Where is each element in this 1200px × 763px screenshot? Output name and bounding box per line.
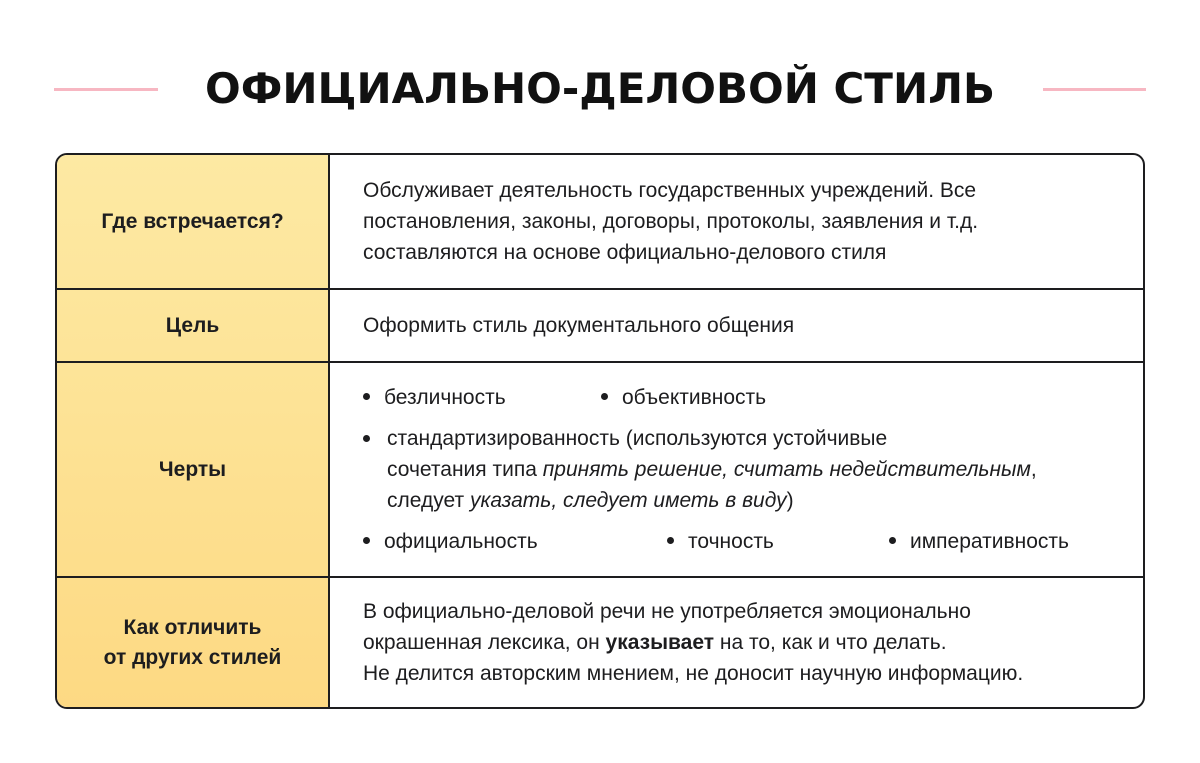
text-line	[387, 454, 1133, 485]
text-span: следует	[387, 489, 470, 512]
text-line: составляются на основе официально-делового стиля	[363, 241, 887, 264]
bullet-dot-icon	[363, 393, 370, 400]
bold-text: указывает	[605, 631, 715, 654]
text-span: ,	[1030, 458, 1037, 481]
text-line: постановления, законы, договоры, протоколы, заявления и т.д.	[363, 210, 979, 233]
row-label-goal: Цель	[165, 313, 220, 337]
row-goal	[57, 290, 1143, 361]
bullet-dot-icon	[363, 537, 370, 544]
row-distinguish	[57, 578, 1143, 707]
text-span: окрашенная лексика, он	[363, 631, 606, 654]
bullet-dot-icon	[363, 435, 370, 442]
list-item-text: безличность	[384, 386, 506, 409]
row-content-where	[363, 155, 1133, 288]
list-item	[667, 526, 774, 557]
list-item-text: объективность	[622, 386, 767, 409]
row-features	[57, 363, 1143, 576]
row-label-distinguish	[57, 578, 328, 707]
row-label-features: Черты	[158, 457, 227, 481]
list-item	[889, 526, 1069, 557]
bullet-dot-icon	[889, 537, 896, 544]
list-item	[363, 526, 538, 557]
title-decor-line-right	[1043, 88, 1146, 91]
list-item-text: точность	[688, 530, 774, 553]
row-content-distinguish	[363, 578, 1133, 707]
row-content-goal	[363, 290, 1133, 361]
text-span: на то, как и что делать.	[714, 631, 947, 654]
bullet-dot-icon	[667, 537, 674, 544]
list-item	[363, 382, 506, 413]
row-where	[57, 155, 1143, 288]
italic-text: указать, следует иметь в виду	[469, 489, 787, 512]
list-item-text: императивность	[910, 530, 1069, 553]
text-line: Не делится авторским мнением, не доносит научную информацию.	[363, 662, 1024, 685]
text-line: Обслуживает деятельность государственных учреждений. Все	[363, 179, 977, 202]
row-label-where: Где встречается?	[101, 209, 284, 233]
list-item	[601, 382, 766, 413]
page-title: ОФИЦИАЛЬНО-ДЕЛОВОЙ СТИЛЬ	[204, 64, 995, 113]
label-line: Как отличить	[123, 615, 262, 639]
title-row	[0, 58, 1200, 120]
text-line: стандартизированность (используются устойчивые	[387, 427, 888, 450]
list-item-text: официальность	[384, 530, 538, 553]
text-line: Оформить стиль документального общения	[363, 314, 795, 337]
row-content-features	[363, 363, 1133, 576]
text-span: )	[786, 489, 794, 512]
text-line	[363, 627, 1133, 658]
bullet-row	[363, 382, 1133, 413]
bullet-dot-icon	[601, 393, 608, 400]
text-span: сочетания типа	[387, 458, 543, 481]
style-table	[55, 153, 1145, 709]
italic-text: принять решение, считать недействительным	[542, 458, 1031, 481]
text-line	[387, 485, 1133, 516]
bullet-row	[363, 526, 1133, 557]
label-line: от других стилей	[103, 645, 282, 669]
text-line: В официально-деловой речи не употребляется эмоционально	[363, 600, 971, 623]
list-item	[363, 423, 1133, 516]
title-decor-line-left	[54, 88, 158, 91]
